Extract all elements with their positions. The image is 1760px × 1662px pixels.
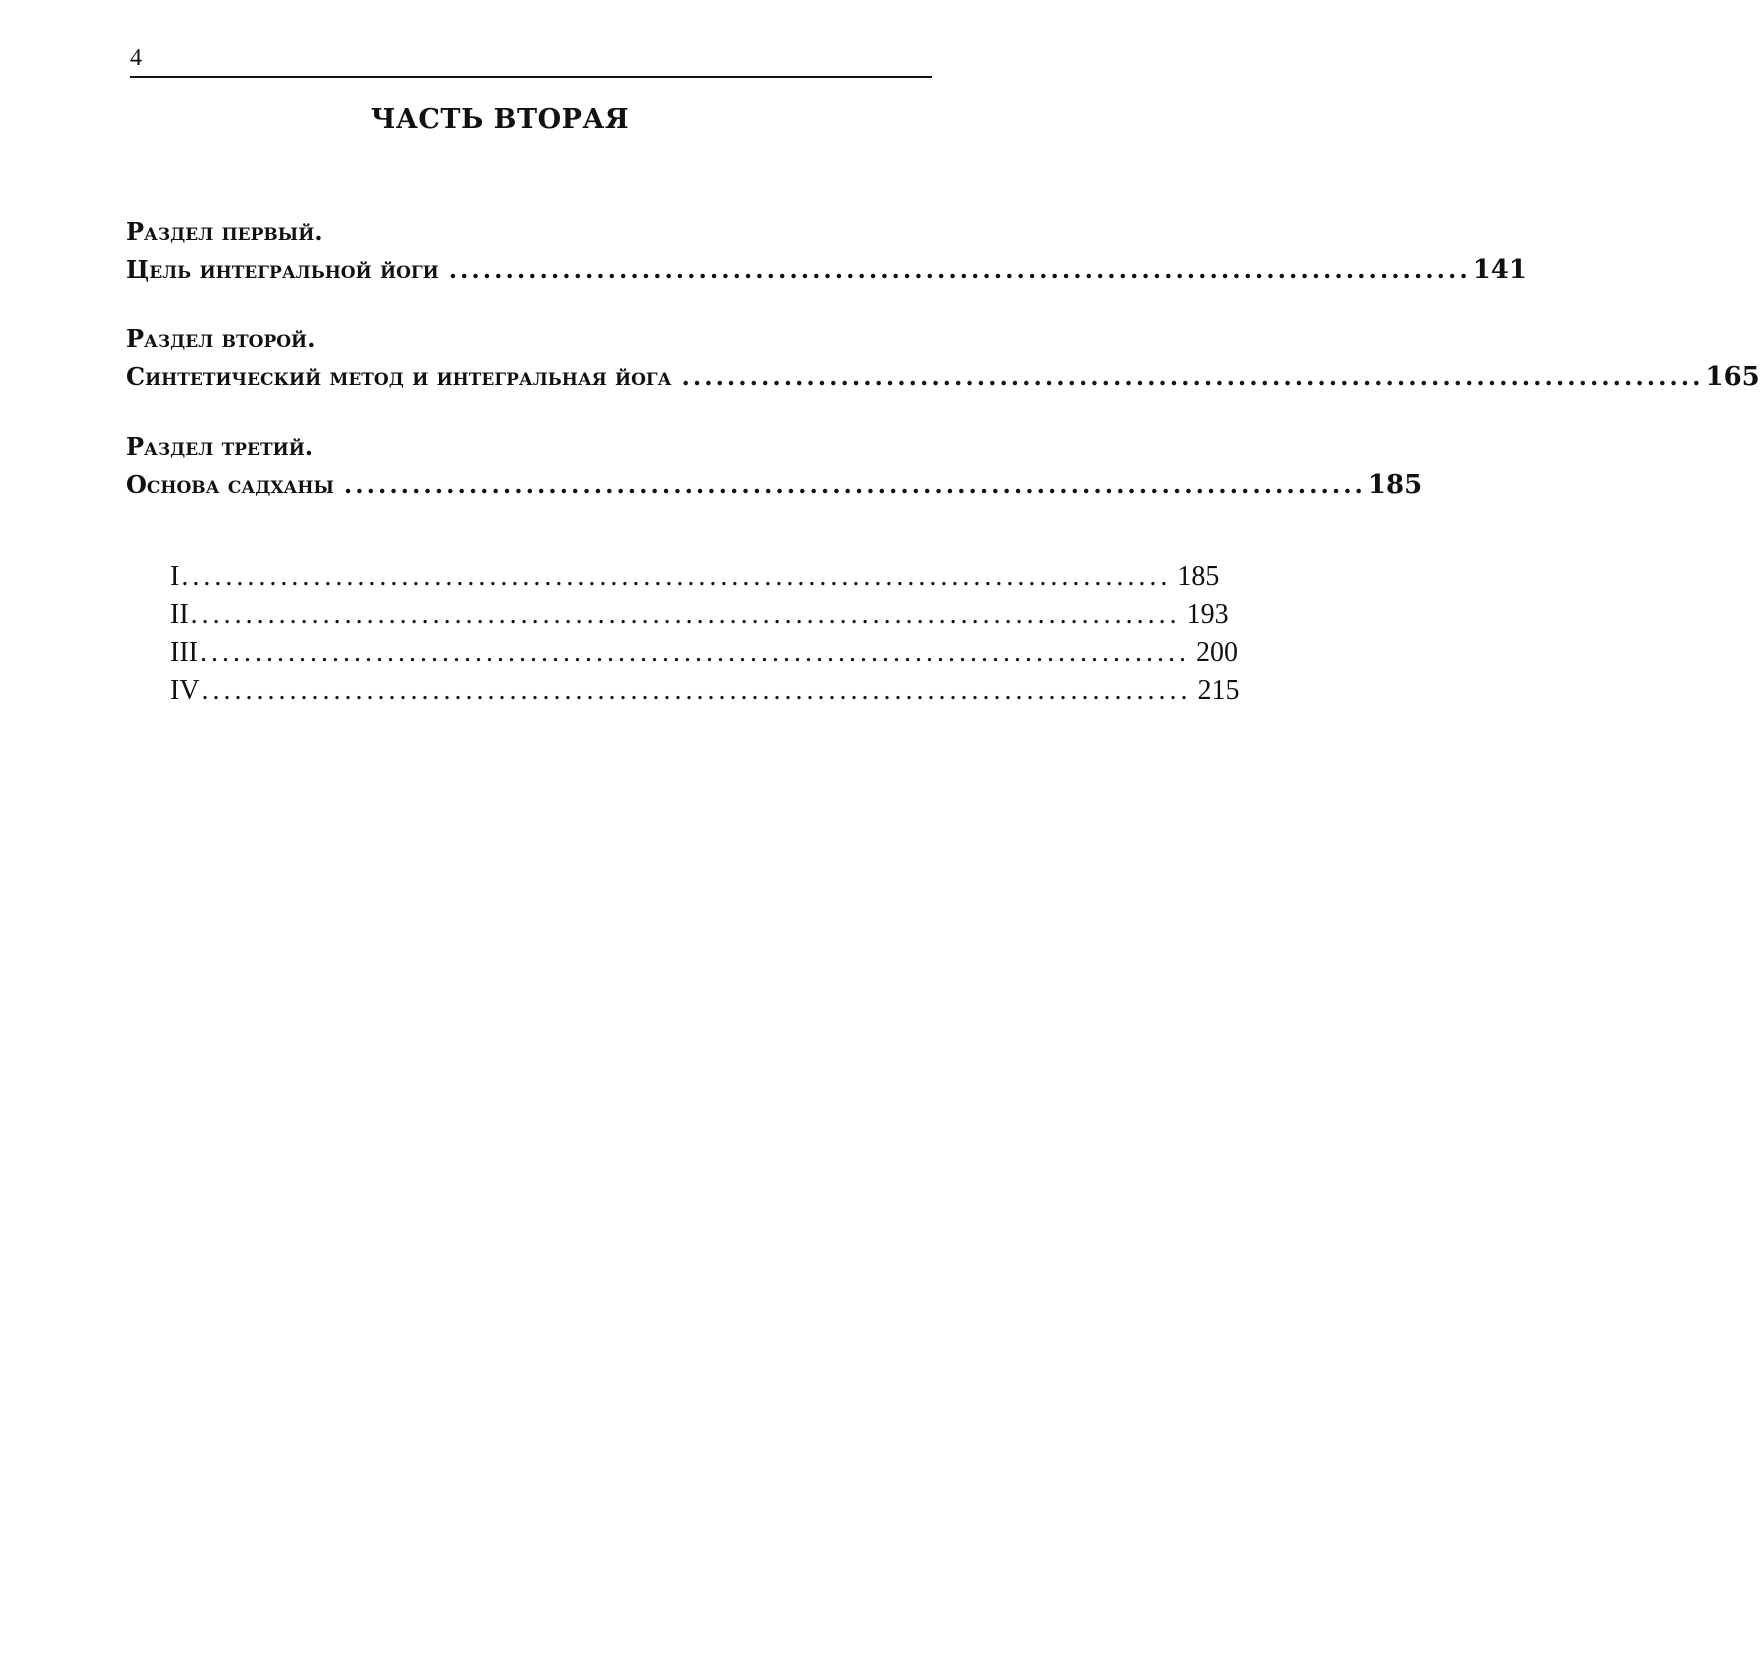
section-heading: Раздел второй. [126,324,316,353]
subsection-page: 185 [1177,561,1220,592]
toc-entry-title: Цель интегральной йоги [126,255,439,284]
toc-entry-title: Синтетический метод и интегральная йога [126,362,672,391]
toc-entry-page: 141 [1472,255,1527,285]
subsection-entry[interactable] [170,672,1240,710]
toc-entry-title: Основа садханы [126,470,334,499]
dot-leader: .......................................................................................... [681,362,1704,391]
header-rule [130,76,932,78]
section-heading: Раздел третий. [126,432,314,461]
toc-section-2 [126,320,1760,396]
subsection-label: II [170,599,189,630]
dot-leader: .......................................................................................... [181,561,1172,592]
dot-leader: .......................................................................................... [448,255,1471,284]
section-heading: Раздел первый. [126,217,323,246]
dot-leader: .......................................................................................... [343,470,1366,499]
dot-leader: .......................................................................................... [201,675,1192,706]
page-number: 4 [130,45,142,71]
toc-entry[interactable] [126,358,1760,396]
toc-entry-page: 165 [1705,362,1760,392]
subsection-entry[interactable] [170,558,1220,596]
toc-section-1 [126,213,1527,289]
subsection-entry[interactable] [170,596,1229,634]
subsection-entry[interactable] [170,634,1238,672]
toc-entry[interactable] [126,251,1527,289]
toc-entry[interactable] [126,466,1423,504]
subsection-page: 215 [1197,675,1240,706]
subsection-page: 200 [1195,637,1238,668]
subsection-label: I [170,561,180,592]
subsection-page: 193 [1186,599,1229,630]
part-title: ЧАСТЬ ВТОРАЯ [370,104,630,135]
toc-section-3 [126,428,1423,504]
subsection-list [170,558,1240,710]
dot-leader: .......................................................................................... [199,637,1190,668]
toc-entry-page: 185 [1367,470,1423,500]
subsection-label: IV [170,675,200,706]
subsection-label: III [170,637,198,668]
dot-leader: .......................................................................................... [190,599,1181,630]
